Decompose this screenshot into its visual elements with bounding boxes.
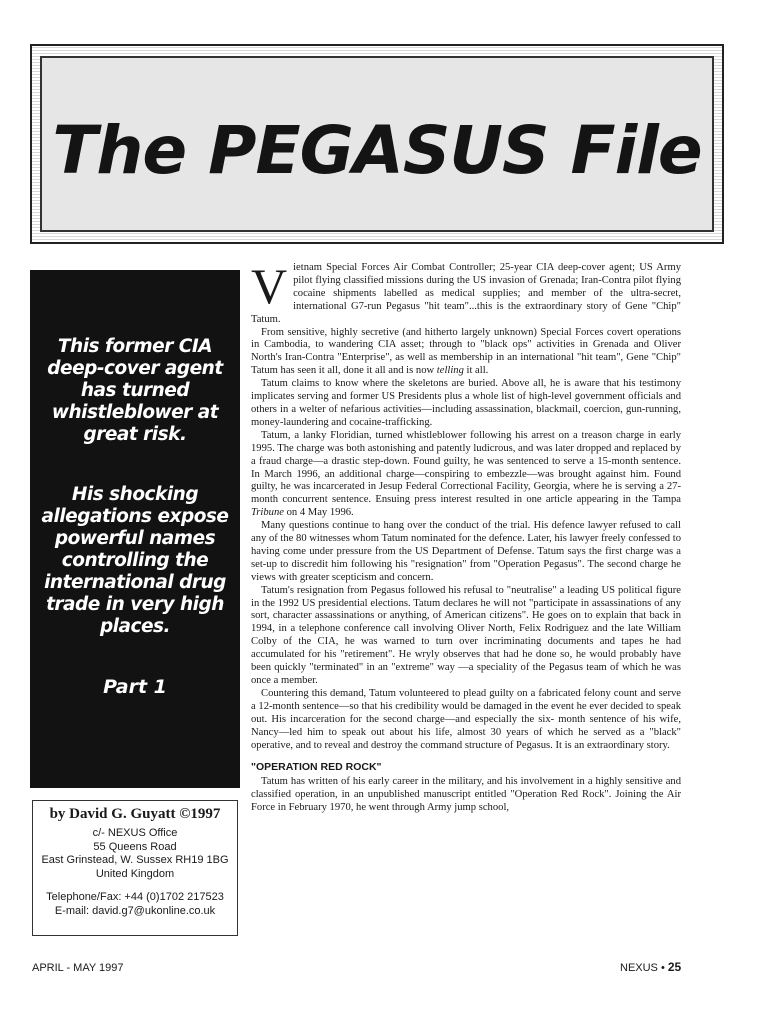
article-para: Countering this demand, Tatum volunteered to plead guilty on a fabricated felony count and serve a 12-month sentence—so that his credibility would be damaged in the event he ever decided to speak out. His incarceration for the second charge—and especially the six- month sentence of his wife, Nancy—led him to speak out about his life, almost 30 years of which he served as a "black" operative, and to reveal and destroy the command structure of Pegasus. It is an extraordinary story.	[251, 687, 681, 751]
article-body	[251, 258, 682, 815]
article-para: From sensitive, highly secretive (and hitherto largely unknown) Special Forces covert operations in Cambodia, to wandering CIA asset; through to "black ops" activities in Grenada and Oliver North's Iran-Contra "Enterprise", as well as membership in an international "hit team", Gene "Chip" Tatum has seen it all, done it all and is now telling it all.	[251, 326, 681, 377]
section-heading: "OPERATION RED ROCK"	[251, 761, 382, 774]
sidebar-para-1: This former CIA deep-cover agent has turned whistleblower at great risk.	[47, 336, 223, 445]
address-line: East Grinstead, W. Sussex RH19 1BG	[41, 854, 229, 866]
article-para: Many questions continue to hang over the conduct of the trial. His defence lawyer refused to call any of the 80 witnesses whom Tatum nominated for the defence. Later, his lawyer freely confessed to having come under pressure from the US Department of Defense. Tatum says the first charge was a set-up to discredit him following his "resignation" from "Operation Pegasus". The second charge he views with greater scepticism and concern.	[251, 520, 681, 583]
address-line: c/- NEXUS Office	[92, 827, 178, 839]
page-number: 25	[667, 960, 682, 974]
article-para: Tatum, a lanky Floridian, turned whistleblower following his arrest on a treason charge in early 1995. The charge was both astonishing and patently ludicrous, and was later dropped and replaced by a fraud charge—a drastic step-down. Found guilty, he was sentenced to serve a 15-month sentence. In March 1996, an additional charge—conspiring to embezzle—was brought against him. Found guilty, he was incarcerated in Jesup Federal Correctional Facility, Georgia, where he is serving a 27-month concurrent sentence. Ensuing press interest resulted in one article appearing in the Tampa Tribune on 4 May 1996.	[251, 429, 682, 519]
article-para: Tatum has written of his early career in the military, and his involvement in a highly sensitive and classified operation, in an unpublished manuscript entitled "Operation Red Rock". Joining the Air Force in February 1970, he went through Army jump school,	[251, 776, 681, 814]
article-para: Tatum claims to know where the skeletons are buried. Above all, he is aware that his testimony implicates serving and former US Presidents plus a whole list of high-level government officials and others in a welter of nefarious activities—including assassination, blackmail, coercion, gun-running, money-laundering and cocaine-trafficking.	[251, 378, 681, 428]
address-line: 55 Queens Road	[93, 840, 177, 853]
sidebar-para-2: His shocking allegations expose powerful names controlling the international drug trade in very high places.	[41, 484, 229, 637]
contact-phone: Telephone/Fax: +44 (0)1702 217523	[46, 891, 224, 903]
address-line: United Kingdom	[95, 867, 175, 880]
drop-cap: V	[251, 258, 288, 314]
title-banner	[30, 44, 724, 244]
article-para: Tatum's resignation from Pegasus followed his refusal to "neutralise" a leading US political figure in the 1992 US presidential elections. Tatum declares he will not "participate in assassinations of any sort, character assassinations or anything, of American citizens". He goes on to explain that back in 1994, in a telephone conference call involving Oliver North, Felix Rodriguez and the late William Colby of the CIA, he was warned to turn over incriminating documents and tapes he had accumulated for his "retirement". He wryly observes that had he done so, he would probably have been quickly "terminated" in an "extreme" way —a speciality of the Pegasus team of which he was once a member.	[251, 584, 681, 686]
page-footer	[620, 960, 681, 974]
article-para: Vietnam Special Forces Air Combat Controller; 25-year CIA deep-cover agent; US Army pilot flying classified missions during the US invasion of Grenada; Iran-Contra pilot flying cocaine shipments labelled as medical supplies; and member of the ultra-secret, international G7-run Pegasus "hit team"...this is the extraordinary story of Gene "Chip" Tatum.	[251, 258, 681, 325]
author-byline-box	[32, 800, 238, 936]
contact-email: E-mail: david.g7@ukonline.co.uk	[54, 904, 216, 917]
sidebar-blurb	[30, 270, 240, 788]
publication-name: NEXUS •	[620, 962, 665, 974]
page-title: The PEGASUS File	[52, 111, 702, 189]
sidebar-part-label: Part 1	[103, 676, 167, 698]
issue-date: APRIL - MAY 1997	[32, 962, 124, 974]
title-inner-box	[40, 56, 714, 232]
author-byline: by David G. Guyatt ©1997	[49, 806, 221, 822]
